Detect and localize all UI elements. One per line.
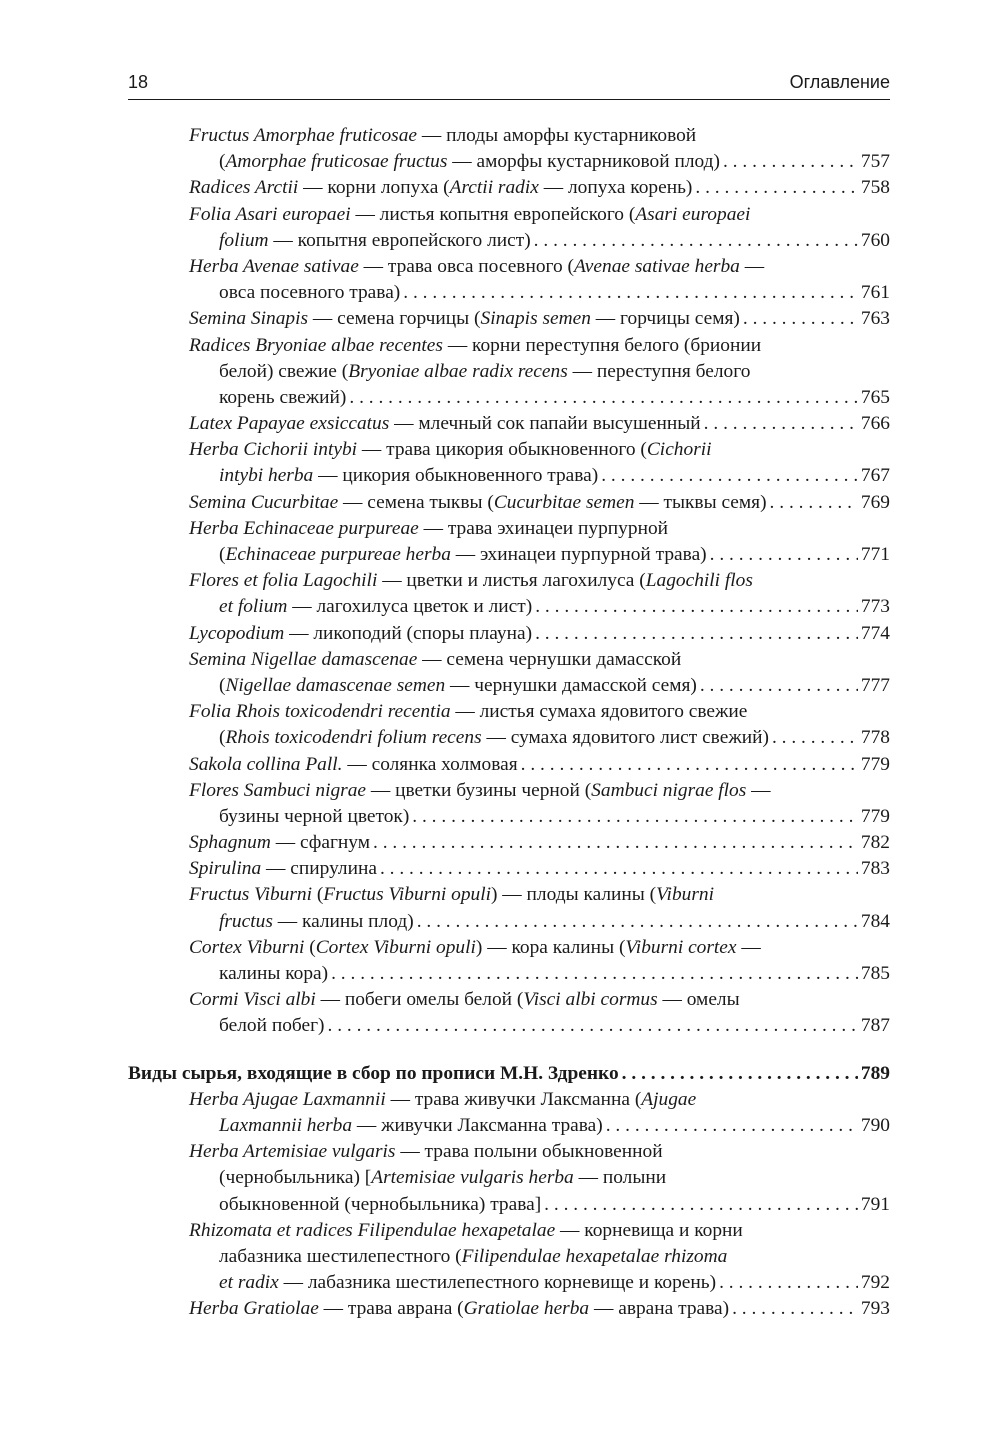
running-title: Оглавление (789, 72, 890, 92)
dot-leader (417, 909, 858, 935)
toc-line (128, 463, 890, 489)
toc-entry[interactable] (128, 1087, 890, 1139)
toc-line (128, 280, 890, 306)
toc-line-text (189, 621, 532, 647)
toc-line-text (219, 961, 328, 987)
text-segment: — трава овса посевного ( (358, 255, 575, 277)
toc-line-text (189, 254, 764, 280)
toc-entry[interactable] (128, 830, 890, 856)
toc-line (128, 202, 890, 228)
toc-entry[interactable] (128, 411, 890, 437)
toc-line-text (189, 1218, 743, 1244)
toc-line-text (189, 333, 761, 359)
text-segment: — семена чернушки дамасской (417, 648, 682, 670)
latin-name: Filipendulae hexapetalae rhizoma (461, 1245, 728, 1267)
dot-leader (723, 149, 858, 175)
latin-name: folium (219, 229, 269, 251)
text-segment: обыкновенной (чернобыльника) трава] (219, 1193, 542, 1215)
toc-line (128, 1244, 890, 1270)
toc-page-number: 766 (860, 413, 890, 435)
toc-entry[interactable] (128, 987, 890, 1039)
text-segment: — тыквы семя) (634, 491, 767, 513)
latin-name: Cormi Visci albi (189, 989, 316, 1011)
toc-line (128, 1165, 890, 1191)
toc-entry[interactable] (128, 175, 890, 201)
toc-line (128, 333, 890, 359)
dot-leader (601, 463, 858, 489)
text-segment: ( (219, 544, 226, 565)
toc-page-number: 763 (860, 308, 890, 330)
latin-name: Radices Bryoniae albae recentes (189, 334, 443, 356)
toc-line-text (219, 385, 346, 411)
toc-line (128, 856, 890, 882)
text-segment: — (746, 779, 771, 801)
text-segment: — цикория обыкновенного трава) (313, 465, 599, 487)
text-segment: — аморфы кустарниковой плод) (447, 151, 720, 173)
toc-line (128, 1270, 890, 1296)
toc-line (128, 621, 890, 647)
toc-line-text (189, 1139, 663, 1165)
latin-name: Rhizomata et radices Filipendulae hexapetalae (189, 1219, 556, 1241)
toc-page-number: 779 (860, 753, 890, 775)
toc-entry[interactable] (128, 1139, 890, 1218)
text-segment: ( (219, 674, 226, 696)
text-segment: — листья копытня европейского ( (350, 203, 636, 225)
toc-line-text (219, 594, 532, 620)
toc-line (128, 830, 890, 856)
toc-line (128, 647, 890, 673)
toc-entry[interactable] (128, 935, 890, 987)
latin-name: Herba Avenae sativae (189, 255, 359, 277)
text-segment: — (739, 255, 765, 277)
latin-name: Radices Arctii (189, 177, 299, 199)
toc-page-number: 771 (860, 544, 890, 565)
text-segment: — живучки Лаксманна трава) (352, 1114, 603, 1136)
text-segment: — корни лопуха ( (298, 177, 450, 199)
toc-line-text (219, 463, 598, 489)
toc-line-text (128, 1061, 619, 1087)
dot-leader (719, 1270, 858, 1296)
text-segment: — солянка холмовая (342, 753, 518, 775)
latin-name: Lycopodium (189, 622, 285, 644)
latin-name: Cichorii (646, 439, 712, 461)
latin-name: Cortex Viburni opuli (315, 936, 476, 958)
toc-page-number: 760 (860, 229, 890, 251)
text-segment: — плоды аморфы кустарниковой (417, 125, 697, 146)
toc-entry[interactable] (128, 254, 890, 306)
toc-page-number: 779 (860, 805, 890, 827)
latin-name: Viburni (656, 884, 714, 906)
latin-name: Visci albi cormus (523, 989, 658, 1011)
toc-line (128, 1013, 890, 1039)
toc-line (128, 1192, 890, 1218)
text-segment: ( (219, 727, 226, 749)
toc-line-text (189, 830, 370, 856)
toc-section-heading[interactable] (128, 1061, 890, 1087)
latin-name: Cortex Viburni (189, 936, 305, 958)
latin-name: Lagochili flos (645, 570, 753, 592)
toc-page-number: 773 (860, 596, 890, 618)
latin-name: Amorphae fruticosae fructus (225, 151, 448, 173)
dot-leader (772, 725, 858, 751)
text-segment: — побеги омелы белой ( (315, 989, 524, 1011)
toc-line (128, 123, 890, 149)
toc-line (128, 1113, 890, 1139)
latin-name: Sphagnum (189, 832, 271, 854)
text-segment: овса посевного трава) (219, 282, 401, 304)
toc-page-number: 783 (860, 858, 890, 880)
toc-page-number: 789 (860, 1062, 890, 1084)
table-of-contents (128, 123, 890, 1322)
toc-entry[interactable] (128, 1296, 890, 1322)
toc-page-number: 757 (860, 151, 890, 173)
latin-name: Viburni cortex (625, 936, 737, 958)
toc-line (128, 542, 890, 568)
latin-name: Herba Echinaceae purpureae (189, 517, 419, 539)
text-segment: белой побег) (219, 1015, 325, 1037)
toc-line (128, 490, 890, 516)
toc-line-text (189, 778, 771, 804)
latin-name: Arctii radix (449, 177, 539, 199)
latin-name: Bryoniae albae radix recens (348, 360, 568, 382)
toc-line-text (219, 359, 750, 385)
toc-line (128, 516, 890, 542)
toc-line (128, 149, 890, 175)
text-segment: — трава цикория обыкновенного ( (357, 439, 647, 461)
latin-name: Avenae sativae herba (574, 255, 740, 277)
dot-leader (403, 280, 858, 306)
toc-line-text (189, 856, 377, 882)
text-segment: ( (219, 151, 226, 173)
text-segment: — корневища и корни (555, 1219, 743, 1241)
text-segment: — лабазника шестилепестного корневище и корень) (278, 1272, 717, 1294)
dot-leader (328, 1013, 858, 1039)
text-segment: — эхинацеи пурпурной трава) (450, 544, 707, 565)
toc-entry[interactable] (128, 516, 890, 568)
toc-entry[interactable] (128, 856, 890, 882)
text-segment: — копытня европейского лист) (268, 229, 531, 251)
latin-name: Flores Sambuci nigrae (189, 779, 367, 801)
text-segment: — чернушки дамасской семя) (445, 674, 697, 696)
toc-line-text (189, 1087, 696, 1113)
text-segment: — калины плод) (272, 910, 414, 932)
toc-line-text (219, 1013, 325, 1039)
toc-line-text (189, 516, 668, 542)
text-segment: — трава эхинацеи пурпурной (418, 517, 669, 539)
toc-line (128, 1139, 890, 1165)
toc-line-text (219, 542, 707, 568)
latin-name: Semina Sinapis (189, 308, 309, 330)
dot-leader (349, 385, 858, 411)
toc-line (128, 935, 890, 961)
toc-entry[interactable] (128, 699, 890, 751)
toc-page-number: 769 (860, 491, 890, 513)
dot-leader (743, 306, 858, 332)
dot-leader (622, 1061, 858, 1087)
toc-line (128, 175, 890, 201)
latin-name: Semina Nigellae damascenae (189, 648, 418, 670)
toc-line-text (219, 1113, 603, 1139)
dot-leader (695, 175, 858, 201)
dot-leader (704, 411, 858, 437)
text-segment: калины кора) (219, 963, 329, 984)
latin-name: Artemisiae vulgaris herba (371, 1167, 574, 1189)
latin-name: Spirulina (189, 858, 262, 880)
toc-page-number: 761 (860, 282, 890, 304)
latin-name: Folia Rhois toxicodendri recentia (189, 701, 451, 723)
toc-entry[interactable] (128, 123, 890, 175)
latin-name: Herba Ajugae Laxmannii (189, 1088, 386, 1110)
latin-name: Herba Cichorii intybi (189, 439, 358, 461)
toc-line (128, 804, 890, 830)
latin-name: Fructus Viburni opuli (323, 884, 491, 906)
toc-line-text (189, 411, 701, 437)
latin-name: et folium (219, 596, 288, 618)
latin-name: Rhois toxicodendri folium recens (225, 727, 482, 749)
latin-name: Asari europaei (635, 203, 751, 225)
toc-line-text (189, 1296, 729, 1322)
toc-page-number: 793 (860, 1298, 890, 1320)
toc-line-text (189, 568, 753, 594)
toc-line-text (219, 673, 697, 699)
toc-line-text (189, 306, 740, 332)
latin-name: Latex Papayae exsiccatus (189, 413, 390, 435)
latin-name: Semina Cucurbitae (189, 491, 339, 513)
text-segment: ) — кора калины ( (475, 936, 626, 958)
toc-line-text (189, 935, 761, 961)
text-segment: — корни переступня белого (брионии (442, 334, 762, 356)
text-segment: лабазника шестилепестного ( (219, 1245, 462, 1267)
toc-line-text (219, 149, 720, 175)
text-segment: — аврана трава) (589, 1298, 730, 1320)
toc-entry[interactable] (128, 1218, 890, 1297)
toc-page-number: 785 (860, 963, 890, 984)
dot-leader (535, 621, 858, 647)
toc-page-number: 787 (860, 1015, 890, 1037)
toc-line-text (219, 1270, 716, 1296)
toc-line-text (189, 437, 712, 463)
toc-line-text (189, 123, 696, 149)
latin-name: Sinapis semen (480, 308, 591, 330)
toc-line (128, 987, 890, 1013)
toc-line-text (219, 280, 400, 306)
text-segment: — омелы (657, 989, 740, 1011)
text-segment: — сумаха ядовитого лист свежий) (481, 727, 769, 749)
text-segment: — трава живучки Лаксманна ( (385, 1088, 642, 1110)
toc-line (128, 1296, 890, 1322)
toc-line-text (219, 1244, 727, 1270)
text-segment: (чернобыльника) [ (219, 1167, 372, 1189)
page-header (128, 72, 890, 100)
toc-entry[interactable] (128, 752, 890, 778)
toc-line (128, 359, 890, 385)
dot-leader (535, 594, 858, 620)
toc-line (128, 594, 890, 620)
text-segment: — полыни (573, 1167, 667, 1189)
toc-line-text (219, 228, 531, 254)
toc-entry[interactable] (128, 647, 890, 699)
dot-leader (380, 856, 858, 882)
toc-line-text (189, 987, 740, 1013)
text-segment: — горчицы семя) (590, 308, 740, 330)
text-segment: корень свежий) (219, 386, 347, 408)
toc-line (128, 1061, 890, 1087)
toc-page-number: 791 (860, 1193, 890, 1215)
toc-page-number: 778 (860, 727, 890, 749)
dot-leader (710, 542, 858, 568)
text-segment: — спирулина (261, 858, 377, 880)
toc-entry[interactable] (128, 202, 890, 254)
text-segment: — ликоподий (споры плауна) (284, 622, 533, 644)
toc-page-number: 777 (860, 674, 890, 696)
toc-line (128, 778, 890, 804)
toc-line (128, 909, 890, 935)
toc-line-text (189, 175, 692, 201)
toc-entry[interactable] (128, 778, 890, 830)
dot-leader (732, 1296, 858, 1322)
toc-line (128, 437, 890, 463)
latin-name: Sakola collina Pall. (189, 753, 343, 775)
latin-name: Fructus Viburni (189, 884, 312, 906)
text-segment: ( (311, 884, 324, 906)
dot-leader (606, 1113, 858, 1139)
toc-line (128, 1087, 890, 1113)
latin-name: fructus (219, 910, 273, 932)
toc-line (128, 882, 890, 908)
page-number: 18 (128, 72, 149, 92)
latin-name: intybi herba (219, 465, 314, 487)
toc-entry[interactable] (128, 568, 890, 620)
text-segment: — цветки бузины черной ( (366, 779, 592, 801)
latin-name: Flores et folia Lagochili (189, 570, 378, 592)
dot-leader (373, 830, 858, 856)
text-segment: — семена горчицы ( (308, 308, 481, 330)
toc-line (128, 306, 890, 332)
toc-line (128, 673, 890, 699)
toc-entry[interactable] (128, 437, 890, 489)
toc-line (128, 961, 890, 987)
latin-name: Folia Asari europaei (189, 203, 351, 225)
text-segment: — сфагнум (270, 832, 371, 854)
latin-name: et radix (219, 1272, 279, 1294)
toc-line (128, 228, 890, 254)
toc-page-number: 782 (860, 832, 890, 854)
toc-entry[interactable] (128, 333, 890, 412)
latin-name: Herba Artemisiae vulgaris (189, 1141, 396, 1163)
toc-line (128, 385, 890, 411)
dot-leader (534, 228, 858, 254)
toc-page-number: 758 (860, 177, 890, 199)
latin-name: Nigellae damascenae semen (225, 674, 446, 696)
text-segment: Виды сырья, входящие в сбор по прописи М.Н. Здренко (128, 1062, 619, 1084)
toc-line (128, 568, 890, 594)
toc-entry[interactable] (128, 306, 890, 332)
text-segment: ) — плоды калины ( (491, 884, 657, 906)
latin-name: Gratiolae herba (463, 1298, 590, 1320)
text-segment: ( (304, 936, 316, 958)
toc-page-number: 784 (860, 910, 890, 932)
toc-line-text (189, 882, 714, 908)
toc-page-number: 765 (860, 386, 890, 408)
header-rule (128, 99, 890, 100)
text-segment: — (736, 936, 761, 958)
dot-leader (544, 1192, 858, 1218)
text-segment: бузины черной цветок) (219, 805, 410, 827)
toc-entry[interactable] (128, 882, 890, 934)
dot-leader (331, 961, 858, 987)
toc-page-number: 792 (860, 1272, 890, 1294)
dot-leader (521, 752, 858, 778)
text-segment: — лопуха корень) (538, 177, 693, 199)
toc-line-text (189, 699, 747, 725)
toc-line-text (219, 804, 409, 830)
toc-line-text (189, 490, 767, 516)
toc-line-text (189, 202, 750, 228)
toc-line-text (219, 725, 769, 751)
text-segment: белой) свежие ( (219, 360, 349, 382)
latin-name: Fructus Amorphae fruticosae (189, 125, 418, 146)
latin-name: Cucurbitae semen (493, 491, 635, 513)
text-segment: — переступня белого (567, 360, 751, 382)
toc-line (128, 699, 890, 725)
latin-name: Herba Gratiolae (189, 1298, 319, 1320)
toc-page-number: 774 (860, 622, 890, 644)
text-segment: — лагохилуса цветок и лист) (287, 596, 533, 618)
text-segment: — трава полыни обыкновенной (395, 1141, 663, 1163)
latin-name: Sambuci nigrae flos (591, 779, 747, 801)
toc-entry[interactable] (128, 490, 890, 516)
latin-name: Laxmannii herba (219, 1114, 353, 1136)
text-segment: — трава аврана ( (318, 1298, 464, 1320)
text-segment: — млечный сок папайи высушенный (389, 413, 701, 435)
toc-line-text (189, 647, 681, 673)
dot-leader (412, 804, 858, 830)
toc-line (128, 752, 890, 778)
latin-name: Echinaceae purpureae herba (225, 544, 451, 565)
latin-name: Ajugae (641, 1088, 697, 1110)
toc-line-text (219, 909, 414, 935)
text-segment: — цветки и листья лагохилуса ( (377, 570, 646, 592)
toc-entry[interactable] (128, 621, 890, 647)
text-segment: — листья сумаха ядовитого свежие (450, 701, 748, 723)
text-segment: — семена тыквы ( (338, 491, 494, 513)
section-gap (128, 1040, 890, 1061)
dot-leader (700, 673, 858, 699)
toc-line-text (219, 1192, 541, 1218)
toc-line-text (189, 752, 518, 778)
toc-line (128, 411, 890, 437)
toc-line (128, 1218, 890, 1244)
toc-page-number: 790 (860, 1114, 890, 1136)
dot-leader (770, 490, 858, 516)
toc-page-number: 767 (860, 465, 890, 487)
toc-line-text (219, 1165, 666, 1191)
toc-line (128, 254, 890, 280)
toc-line (128, 725, 890, 751)
